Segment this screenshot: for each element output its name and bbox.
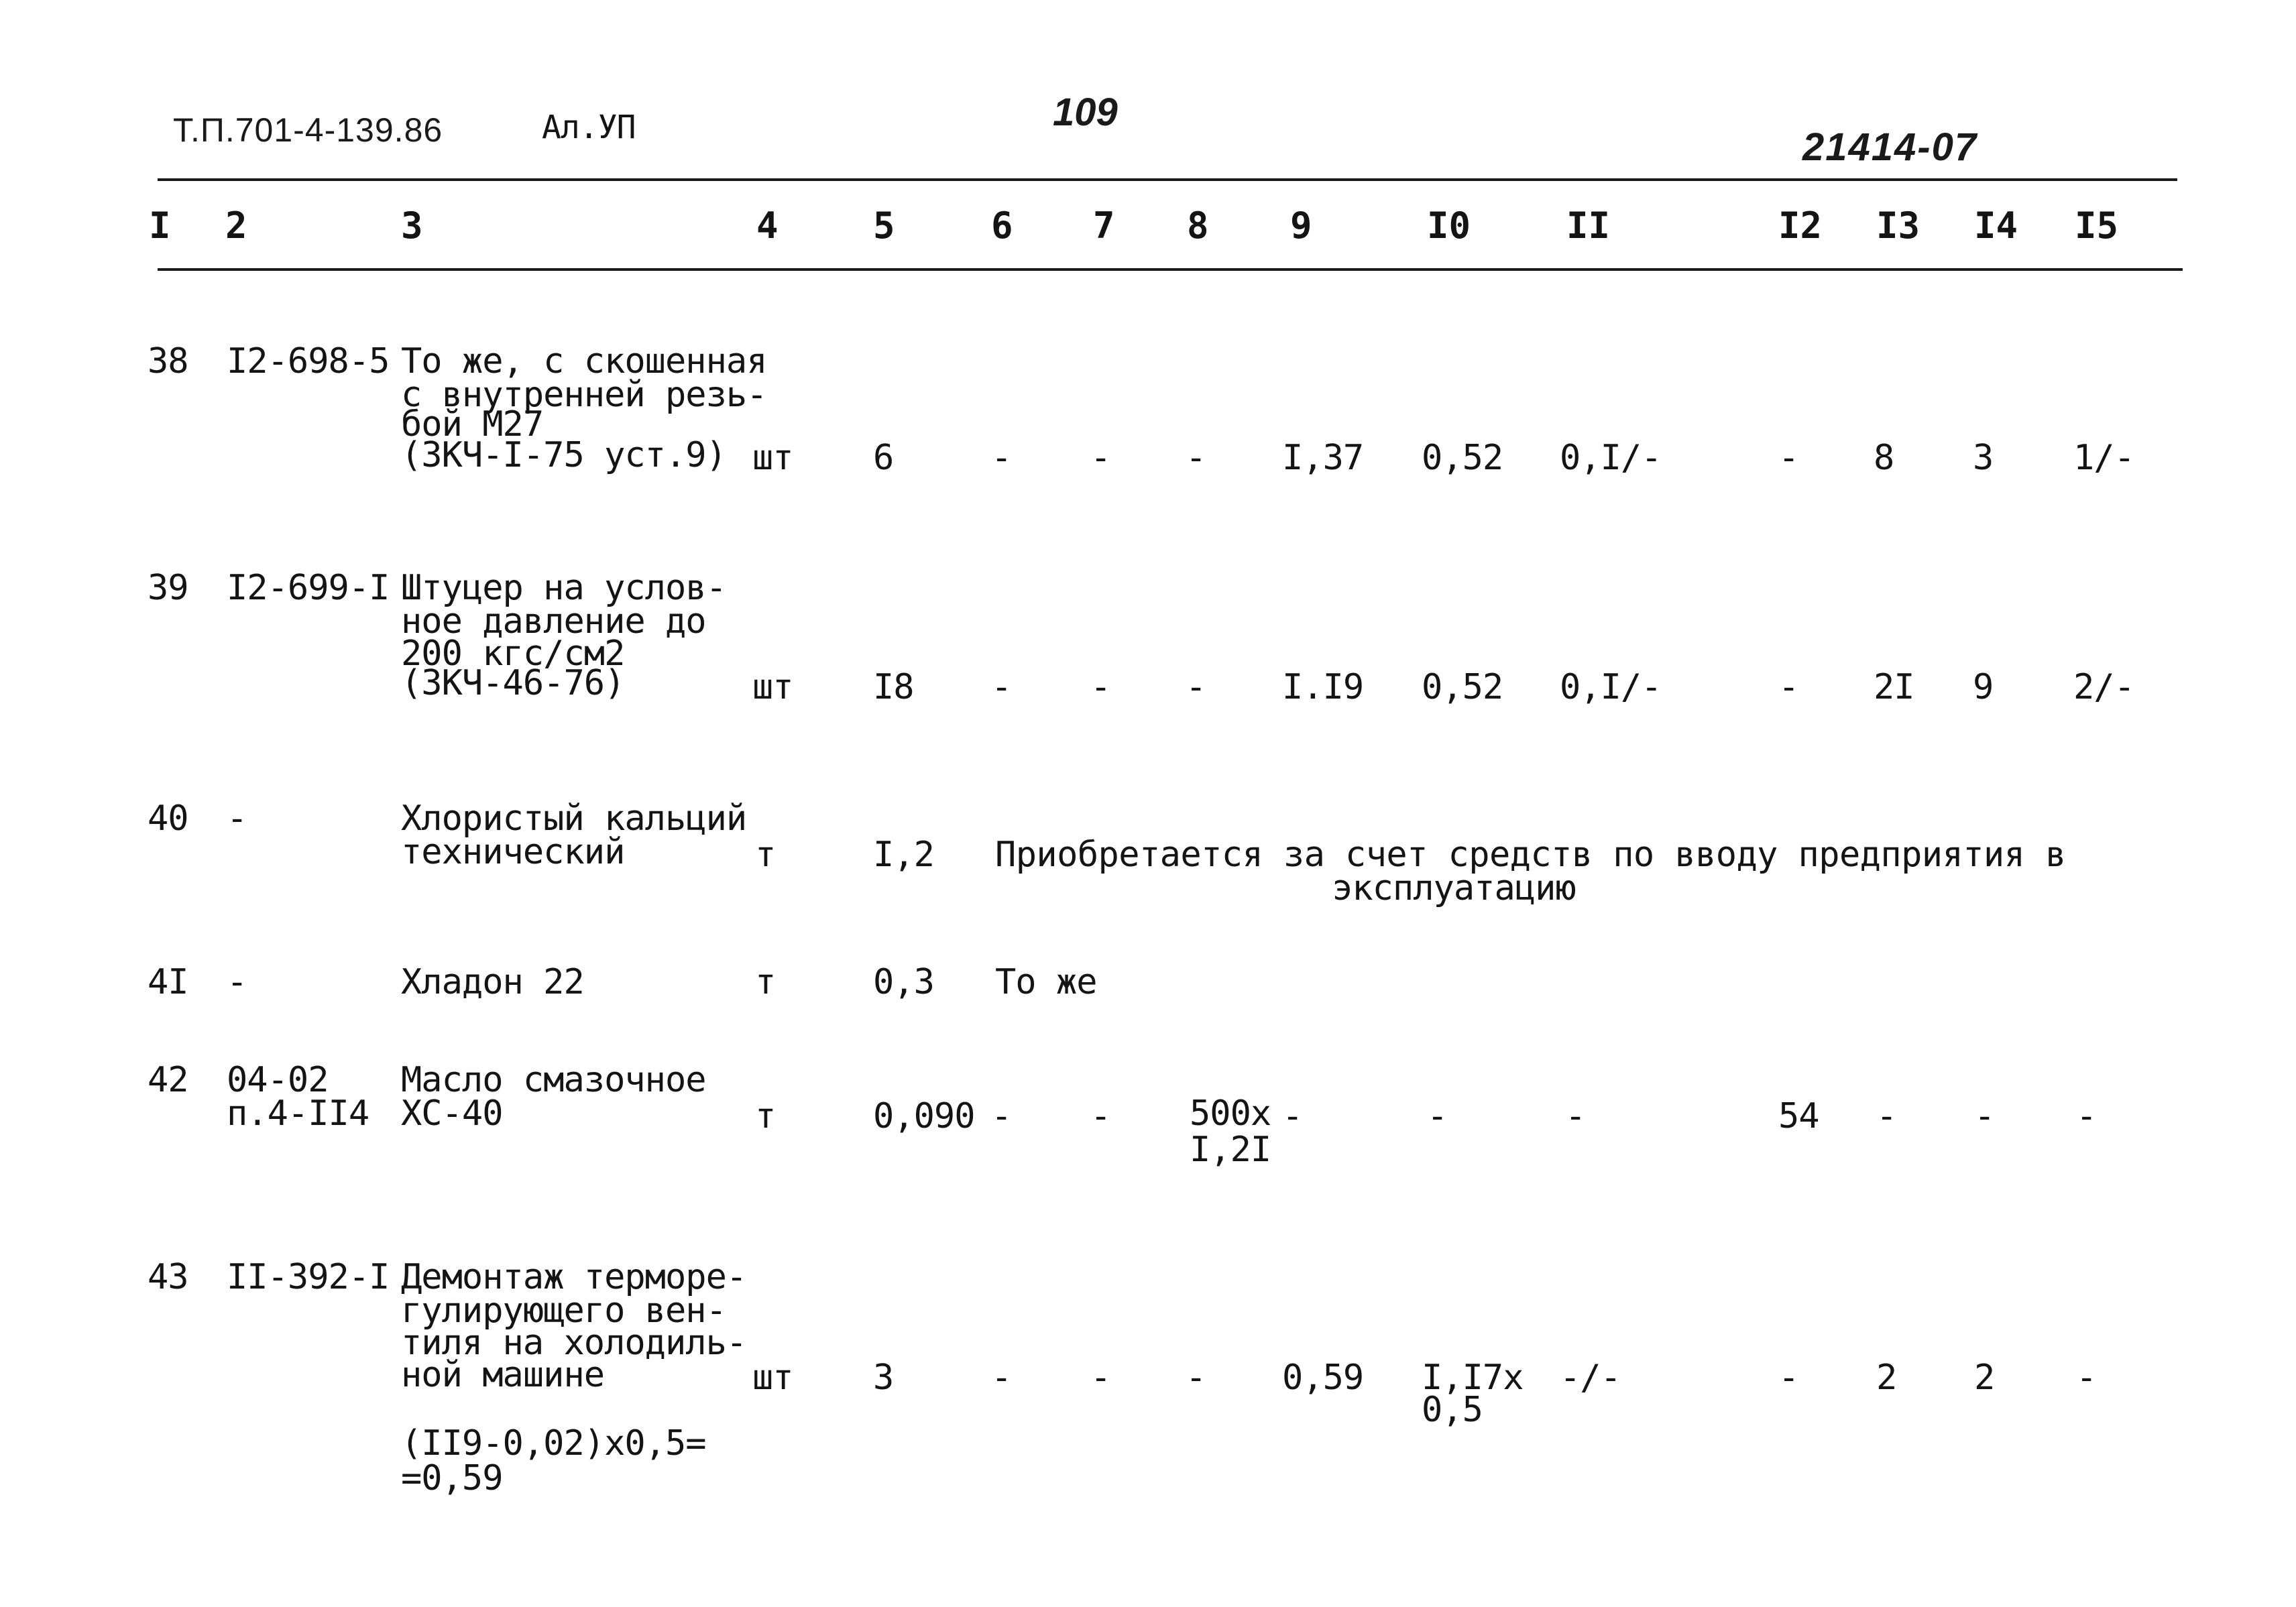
row-name-line: (ЗКЧ-I-75 уст.9) — [401, 435, 726, 475]
row-col6: - — [991, 438, 1012, 478]
row-formula-line: =0,59 — [401, 1458, 503, 1498]
row-note-line: эксплуатацию — [1332, 868, 1576, 908]
row-name-line: тиля на холодиль- — [401, 1323, 747, 1363]
row-code: - — [227, 798, 247, 839]
row-unit: т — [755, 835, 776, 875]
row-col11: -/- — [1560, 1358, 1621, 1398]
row-col14: 9 — [1973, 667, 1994, 707]
row-code: 04-02 — [227, 1060, 329, 1100]
row-code: п.4-II4 — [227, 1093, 369, 1134]
row-col7: - — [1090, 667, 1111, 707]
row-col9: I.I9 — [1282, 667, 1364, 707]
row-number: 38 — [148, 341, 188, 381]
sheet-label: Ал.УП — [542, 109, 636, 146]
row-unit: т — [755, 1096, 776, 1136]
row-code: II-392-I — [227, 1257, 390, 1297]
row-name-line: бой М27 — [401, 404, 544, 444]
col-header-6: 6 — [991, 204, 1013, 247]
col-header-11: II — [1566, 204, 1611, 247]
row-code: I2-699-I — [227, 568, 390, 608]
row-col12: - — [1778, 1358, 1799, 1398]
inventory-number: 21414-07 — [1802, 125, 1978, 169]
row-qty: 0,090 — [873, 1096, 975, 1136]
row-col12: 54 — [1778, 1096, 1819, 1136]
row-col9: - — [1282, 1096, 1303, 1136]
row-col8: I,2I — [1190, 1130, 1271, 1170]
row-col8: - — [1186, 667, 1206, 707]
row-qty: 3 — [873, 1358, 894, 1398]
col-header-7: 7 — [1093, 204, 1115, 247]
row-col11: - — [1565, 1096, 1586, 1136]
row-unit: шт — [752, 438, 793, 478]
row-col7: - — [1090, 1358, 1111, 1398]
col-header-14: I4 — [1974, 204, 2018, 247]
page-number: 109 — [1053, 91, 1118, 134]
row-col15: 2/- — [2073, 667, 2134, 707]
row-unit: шт — [752, 1358, 793, 1398]
row-col15: - — [2076, 1358, 2097, 1398]
row-formula-line: (II9-0,02)х0,5= — [401, 1423, 706, 1464]
row-name-line: технический — [401, 832, 625, 872]
row-note-line: То же — [995, 962, 1097, 1002]
row-number: 4I — [148, 962, 188, 1002]
row-col6: - — [991, 667, 1012, 707]
row-col10: 0,52 — [1422, 667, 1503, 707]
col-header-8: 8 — [1187, 204, 1209, 247]
row-number: 40 — [148, 798, 188, 839]
row-col11: 0,I/- — [1560, 438, 1662, 478]
row-number: 42 — [148, 1060, 188, 1100]
row-name-line: Штуцер на услов- — [401, 568, 726, 608]
row-qty: I,2 — [873, 835, 934, 875]
row-name-line: ной машине — [401, 1355, 605, 1395]
col-header-5: 5 — [873, 204, 895, 247]
row-col11: 0,I/- — [1560, 667, 1662, 707]
row-col12: - — [1778, 667, 1799, 707]
row-note-line: Приобретается за счет средств по вводу предприятия в — [995, 835, 2066, 875]
row-qty: I8 — [873, 667, 914, 707]
row-name-line: (ЗКЧ-46-76) — [401, 663, 625, 703]
col-header-1: I — [149, 204, 171, 247]
row-code: I2-698-5 — [227, 341, 390, 381]
row-col8: - — [1186, 438, 1206, 478]
row-col15: - — [2076, 1096, 2097, 1136]
row-col14: 3 — [1973, 438, 1994, 478]
row-qty: 0,3 — [873, 962, 934, 1002]
row-name-line: То же, с скошенная — [401, 341, 767, 381]
row-qty: 6 — [873, 438, 894, 478]
col-header-4: 4 — [756, 204, 779, 247]
row-name-line: Масло смазочное — [401, 1060, 706, 1100]
row-name-line: ное давление до — [401, 601, 706, 642]
row-col8: - — [1186, 1358, 1206, 1398]
row-col13: 2I — [1874, 667, 1914, 707]
row-col8: 500х — [1190, 1093, 1271, 1134]
row-name-line: ХС-40 — [401, 1093, 503, 1134]
col-header-10: I0 — [1427, 204, 1471, 247]
col-header-3: 3 — [401, 204, 423, 247]
row-unit: шт — [752, 667, 793, 707]
row-col10: 0,52 — [1422, 438, 1503, 478]
row-col13: 8 — [1874, 438, 1894, 478]
row-name-line: Хладон 22 — [401, 962, 584, 1002]
row-col14: 2 — [1974, 1358, 1995, 1398]
row-number: 39 — [148, 568, 188, 608]
row-col13: 2 — [1876, 1358, 1897, 1398]
row-col7: - — [1090, 438, 1111, 478]
col-header-13: I3 — [1876, 204, 1920, 247]
row-name-line: Хлористый кальций — [401, 798, 747, 839]
col-header-12: I2 — [1778, 204, 1823, 247]
row-col9: I,37 — [1282, 438, 1364, 478]
row-col10: - — [1427, 1096, 1448, 1136]
header-top-rule — [158, 178, 2177, 181]
row-code: - — [227, 962, 247, 1002]
row-col6: - — [991, 1358, 1012, 1398]
row-col10: I,I7х — [1422, 1358, 1524, 1398]
row-col12: - — [1778, 438, 1799, 478]
row-col13: - — [1876, 1096, 1897, 1136]
row-number: 43 — [148, 1257, 188, 1297]
row-name-line: с внутренней резь- — [401, 375, 767, 415]
col-header-15: I5 — [2075, 204, 2119, 247]
row-name-line: 200 кгс/см2 — [401, 634, 625, 674]
row-col9: 0,59 — [1282, 1358, 1364, 1398]
row-name-line: Демонтаж терморе- — [401, 1257, 747, 1297]
row-col6: - — [991, 1096, 1012, 1136]
header-bottom-rule — [158, 268, 2183, 271]
row-col14: - — [1974, 1096, 1995, 1136]
row-unit: т — [755, 962, 776, 1002]
doc-code: Т.П.701-4-139.86 — [173, 111, 443, 149]
col-header-2: 2 — [225, 204, 247, 247]
col-header-9: 9 — [1290, 204, 1312, 247]
row-col7: - — [1090, 1096, 1111, 1136]
row-col15: 1/- — [2073, 438, 2134, 478]
row-name-line: гулирующего вен- — [401, 1291, 726, 1331]
row-col10: 0,5 — [1422, 1390, 1483, 1430]
